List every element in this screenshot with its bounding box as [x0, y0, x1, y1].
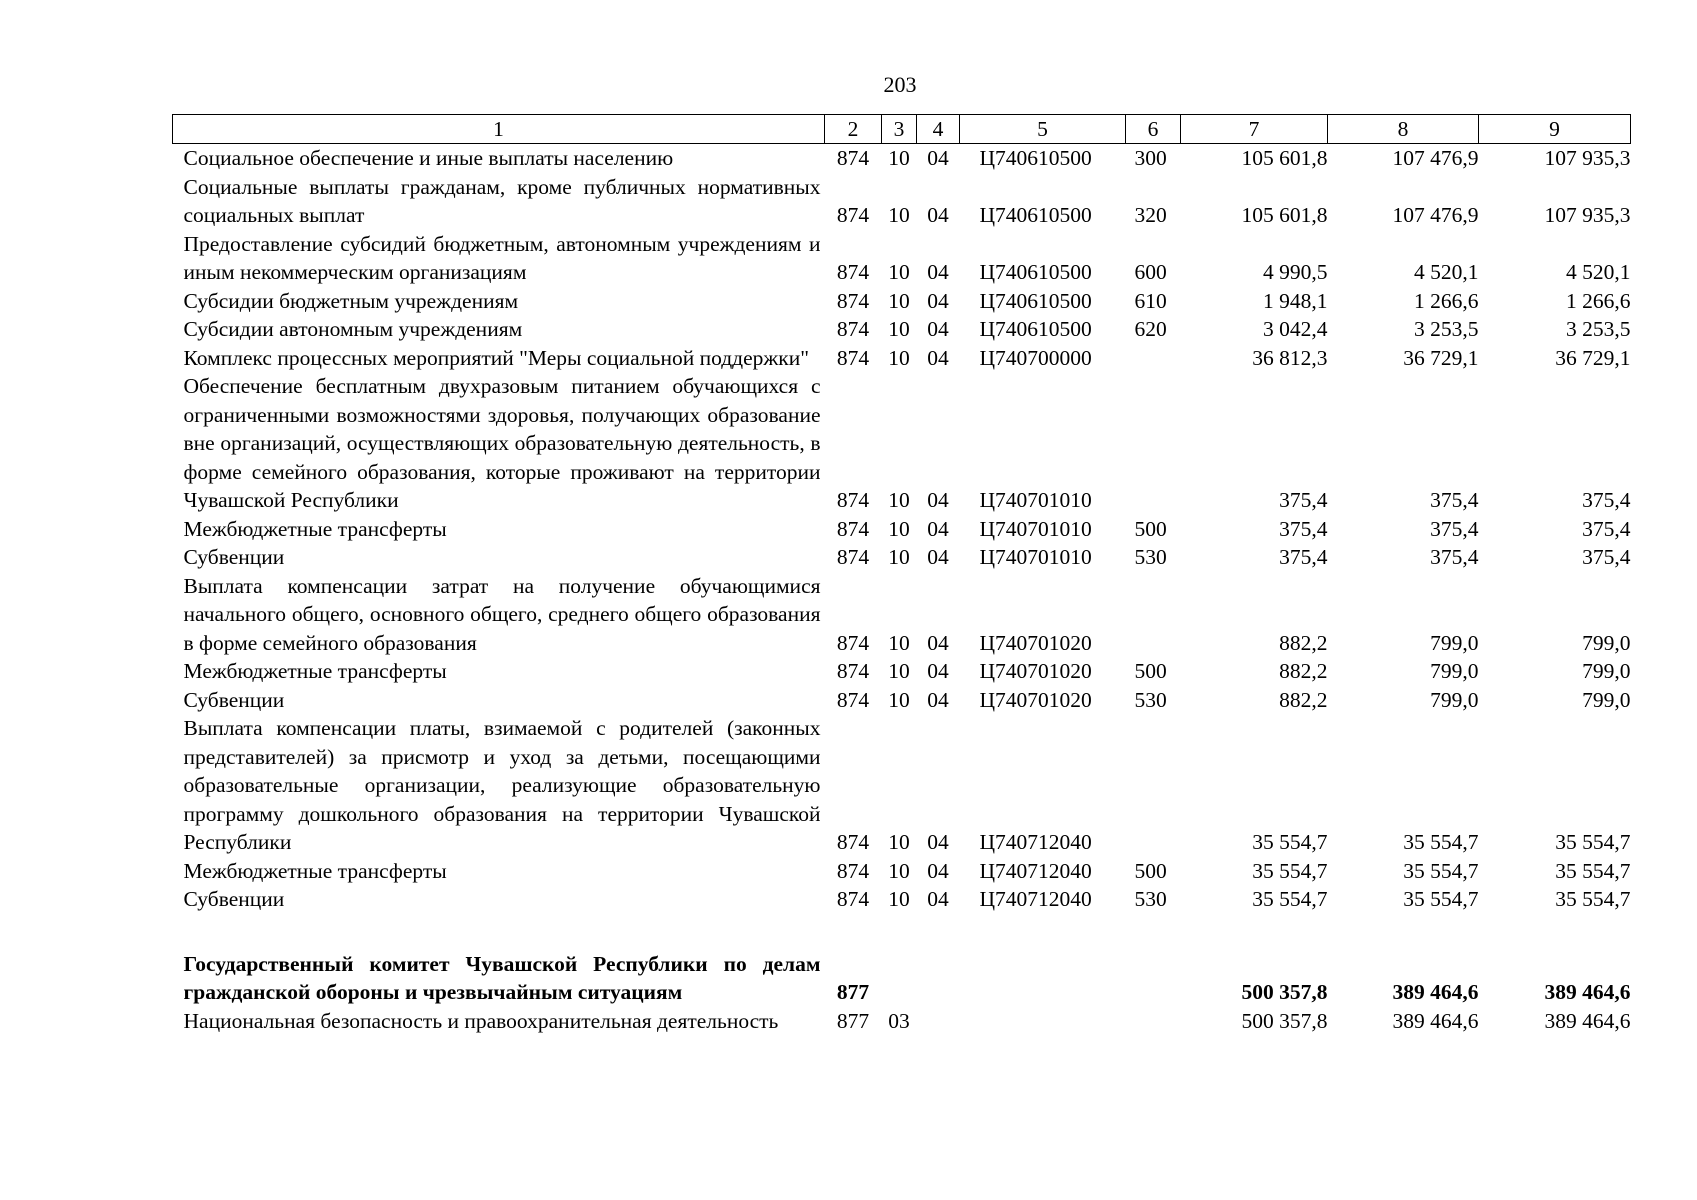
cell-value-col8: 107 476,9	[1392, 146, 1479, 170]
cell-name: Социальные выплаты гражданам, кроме публичных нормативных социальных выплат	[183, 174, 821, 227]
cell-value-col9: 375,4	[1582, 516, 1631, 541]
cell-expense-type	[1126, 950, 1181, 1007]
cell-value-col7: 4 990,5	[1263, 260, 1328, 284]
cell-expense-type: 530	[1134, 887, 1167, 911]
cell-value-col8: 799,0	[1430, 687, 1479, 712]
table-body	[173, 144, 1631, 1036]
cell-section: 10	[888, 288, 910, 313]
table-row	[173, 572, 1631, 658]
cell-subsection	[917, 950, 960, 1007]
header-col-2: 2	[825, 115, 882, 144]
cell-subsection: 04	[927, 317, 949, 341]
cell-subsection: 04	[927, 858, 949, 883]
cell-name: Субсидии бюджетным учреждениям	[183, 288, 519, 313]
cell-section: 10	[888, 858, 910, 883]
budget-table	[172, 114, 1631, 1035]
cell-grbs: 874	[836, 488, 870, 512]
cell-grbs: 874	[836, 260, 870, 284]
cell-name: Социальное обеспечение и иные выплаты населению	[183, 146, 674, 170]
cell-value-col7: 35 554,7	[1252, 887, 1328, 911]
cell-target-item: Ц740610500	[979, 203, 1092, 227]
cell-value-col8: 36 729,1	[1403, 345, 1479, 370]
cell-value-col7: 882,2	[1279, 630, 1328, 655]
cell-value-col8: 375,4	[1430, 516, 1479, 541]
cell-target-item: Ц740610500	[979, 260, 1092, 284]
header-col-1: 1	[173, 115, 825, 144]
cell-section: 10	[888, 516, 910, 541]
cell-section: 10	[888, 146, 910, 170]
cell-target-item: Ц740701020	[979, 630, 1092, 655]
cell-value-col7: 105 601,8	[1241, 146, 1328, 170]
cell-subsection: 04	[927, 516, 949, 541]
cell-value-col9: 1 266,6	[1566, 288, 1631, 313]
cell-expense-type: 500	[1134, 516, 1167, 541]
cell-target-item	[960, 1007, 1126, 1036]
cell-grbs: 874	[836, 830, 870, 854]
cell-expense-type: 610	[1134, 288, 1167, 313]
cell-name: Обеспечение бесплатным двухразовым питанием обучающихся с ограниченными возможностями здоровья, получающих образование вне организаций, осуществляющих образовательную деятельность, в форме семейного образования, которые проживают на территории Чувашской Республики	[183, 374, 821, 512]
cell-value-col9: 35 554,7	[1555, 830, 1631, 854]
cell-section: 10	[888, 488, 910, 512]
cell-value-col9: 799,0	[1582, 687, 1631, 712]
cell-expense-type: 500	[1134, 858, 1167, 883]
table-row	[173, 315, 1631, 344]
cell-grbs: 874	[836, 887, 870, 911]
cell-expense-type: 530	[1134, 687, 1167, 712]
cell-value-col8: 107 476,9	[1392, 203, 1479, 227]
cell-name: Выплата компенсации платы, взимаемой с родителей (законных представителей) за присмотр и уход за детьми, посещающими образовательные организации, реализующие образовательную программу дошкольного образования на территории Чувашской Республики	[183, 716, 821, 854]
cell-subsection: 04	[927, 488, 949, 512]
cell-subsection: 04	[927, 146, 949, 170]
cell-section: 10	[888, 203, 910, 227]
cell-subsection: 04	[927, 630, 949, 655]
cell-value-col8: 35 554,7	[1403, 830, 1479, 854]
cell-section: 10	[888, 659, 910, 683]
cell-target-item: Ц740610500	[979, 317, 1092, 341]
cell-grbs: 874	[836, 203, 870, 227]
page-number: 203	[883, 72, 917, 97]
cell-value-col7: 1 948,1	[1263, 288, 1328, 313]
cell-section: 10	[888, 545, 910, 569]
cell-expense-type: 530	[1134, 545, 1167, 569]
table-row	[173, 344, 1631, 373]
cell-subsection: 04	[927, 659, 949, 683]
table-row	[173, 173, 1631, 230]
cell-grbs: 874	[836, 545, 870, 569]
cell-value-col7: 882,2	[1279, 659, 1328, 683]
table-row	[173, 287, 1631, 316]
cell-section: 03	[888, 1008, 910, 1033]
cell-expense-type	[1126, 572, 1181, 658]
cell-grbs: 874	[836, 687, 870, 712]
cell-target-item: Ц740610500	[979, 288, 1092, 313]
cell-value-col7: 500 357,8	[1241, 980, 1328, 1004]
cell-subsection: 04	[927, 345, 949, 370]
header-col-3: 3	[882, 115, 917, 144]
cell-section: 10	[888, 687, 910, 712]
cell-name: Субвенции	[183, 687, 285, 712]
cell-grbs: 874	[836, 858, 870, 883]
cell-value-col8: 35 554,7	[1403, 887, 1479, 911]
cell-expense-type: 500	[1134, 659, 1167, 683]
cell-value-col8: 35 554,7	[1403, 858, 1479, 883]
cell-value-col9: 36 729,1	[1555, 345, 1631, 370]
cell-expense-type: 320	[1134, 203, 1167, 227]
cell-name: Национальная безопасность и правоохранительная деятельность	[183, 1008, 779, 1033]
cell-section: 10	[888, 630, 910, 655]
cell-expense-type: 600	[1134, 260, 1167, 284]
cell-value-col9: 389 464,6	[1544, 1008, 1631, 1033]
cell-value-col9: 799,0	[1582, 630, 1631, 655]
table-row	[173, 543, 1631, 572]
cell-value-col9: 375,4	[1582, 488, 1631, 512]
cell-subsection: 04	[927, 545, 949, 569]
table-row	[173, 714, 1631, 857]
cell-name: Субсидии автономным учреждениям	[183, 317, 523, 341]
cell-expense-type	[1126, 344, 1181, 373]
table-row	[173, 230, 1631, 287]
table-row	[173, 1007, 1631, 1036]
cell-subsection: 04	[927, 830, 949, 854]
cell-section: 10	[888, 260, 910, 284]
cell-grbs: 874	[836, 288, 870, 313]
cell-subsection: 04	[927, 260, 949, 284]
cell-section: 10	[888, 317, 910, 341]
cell-value-col9: 799,0	[1582, 659, 1631, 683]
cell-name: Межбюджетные трансферты	[183, 858, 447, 883]
cell-expense-type	[1126, 1007, 1181, 1036]
spacer-cell	[173, 914, 1631, 950]
cell-value-col7: 375,4	[1279, 488, 1328, 512]
table-row	[173, 950, 1631, 1007]
cell-value-col7: 105 601,8	[1241, 203, 1328, 227]
cell-subsection: 04	[927, 203, 949, 227]
cell-subsection: 04	[927, 288, 949, 313]
cell-subsection: 04	[927, 687, 949, 712]
cell-target-item: Ц740712040	[979, 887, 1092, 911]
cell-section: 10	[888, 887, 910, 911]
cell-target-item: Ц740701010	[979, 516, 1092, 541]
cell-value-col8: 389 464,6	[1392, 980, 1479, 1004]
cell-grbs: 877	[836, 1008, 870, 1033]
header-col-7: 7	[1181, 115, 1328, 144]
cell-name: Субвенции	[183, 887, 285, 911]
cell-name: Межбюджетные трансферты	[183, 516, 447, 541]
header-col-6: 6	[1126, 115, 1181, 144]
cell-target-item: Ц740712040	[979, 858, 1092, 883]
cell-value-col8: 389 464,6	[1392, 1008, 1479, 1033]
cell-subsection	[917, 1007, 960, 1036]
cell-value-col9: 4 520,1	[1566, 260, 1631, 284]
cell-value-col7: 35 554,7	[1252, 830, 1328, 854]
header-col-8: 8	[1328, 115, 1479, 144]
cell-target-item: Ц740700000	[979, 345, 1092, 370]
cell-target-item: Ц740701010	[979, 545, 1092, 569]
cell-expense-type: 620	[1134, 317, 1167, 341]
cell-value-col7: 36 812,3	[1252, 345, 1328, 370]
cell-section	[882, 950, 917, 1007]
table-row	[173, 372, 1631, 515]
cell-target-item: Ц740701010	[979, 488, 1092, 512]
header-col-4: 4	[917, 115, 960, 144]
cell-value-col9: 107 935,3	[1544, 146, 1631, 170]
cell-section: 10	[888, 830, 910, 854]
cell-value-col7: 375,4	[1279, 516, 1328, 541]
cell-name: Выплата компенсации затрат на получение обучающимися начального общего, основного общего, среднего общего образования в форме семейного образования	[183, 573, 821, 655]
table-row	[173, 657, 1631, 686]
cell-value-col9: 107 935,3	[1544, 203, 1631, 227]
table-row	[173, 686, 1631, 715]
cell-value-col7: 500 357,8	[1241, 1008, 1328, 1033]
cell-target-item	[960, 950, 1126, 1007]
cell-name: Субвенции	[183, 545, 285, 569]
cell-target-item: Ц740712040	[979, 830, 1092, 854]
cell-value-col9: 389 464,6	[1544, 980, 1631, 1004]
cell-name: Государственный комитет Чувашской Республики по делам гражданской обороны и чрезвычайным ситуациям	[183, 951, 821, 1004]
table-row	[173, 857, 1631, 886]
cell-value-col7: 3 042,4	[1263, 317, 1328, 341]
cell-subsection: 04	[927, 887, 949, 911]
cell-name: Комплекс процессных мероприятий "Меры социальной поддержки"	[183, 345, 809, 370]
cell-value-col8: 375,4	[1430, 545, 1479, 569]
cell-value-col9: 3 253,5	[1566, 317, 1631, 341]
cell-value-col7: 375,4	[1279, 545, 1328, 569]
table-header	[173, 115, 1631, 144]
cell-value-col8: 1 266,6	[1414, 288, 1479, 313]
cell-value-col9: 35 554,7	[1555, 887, 1631, 911]
cell-value-col9: 375,4	[1582, 545, 1631, 569]
cell-grbs: 874	[836, 659, 870, 683]
cell-value-col8: 3 253,5	[1414, 317, 1479, 341]
cell-grbs: 874	[836, 317, 870, 341]
cell-value-col8: 799,0	[1430, 659, 1479, 683]
cell-value-col9: 35 554,7	[1555, 858, 1631, 883]
cell-expense-type: 300	[1134, 146, 1167, 170]
cell-expense-type	[1126, 714, 1181, 857]
cell-expense-type	[1126, 372, 1181, 515]
cell-name: Предоставление субсидий бюджетным, автономным учреждениям и иным некоммерческим организациям	[183, 231, 821, 284]
cell-grbs: 877	[836, 980, 870, 1004]
cell-value-col8: 375,4	[1430, 488, 1479, 512]
cell-value-col7: 35 554,7	[1252, 858, 1328, 883]
table-row	[173, 144, 1631, 173]
cell-value-col8: 4 520,1	[1414, 260, 1479, 284]
cell-target-item: Ц740610500	[979, 146, 1092, 170]
cell-value-col7: 882,2	[1279, 687, 1328, 712]
header-col-5: 5	[960, 115, 1126, 144]
table-row	[173, 885, 1631, 914]
spacer-row	[173, 914, 1631, 950]
cell-grbs: 874	[836, 146, 870, 170]
cell-target-item: Ц740701020	[979, 687, 1092, 712]
header-row	[173, 115, 1631, 144]
cell-value-col8: 799,0	[1430, 630, 1479, 655]
cell-grbs: 874	[836, 630, 870, 655]
cell-grbs: 874	[836, 345, 870, 370]
table-row	[173, 515, 1631, 544]
cell-name: Межбюджетные трансферты	[183, 659, 447, 683]
cell-target-item: Ц740701020	[979, 659, 1092, 683]
cell-grbs: 874	[836, 516, 870, 541]
cell-section: 10	[888, 345, 910, 370]
header-col-9: 9	[1479, 115, 1631, 144]
